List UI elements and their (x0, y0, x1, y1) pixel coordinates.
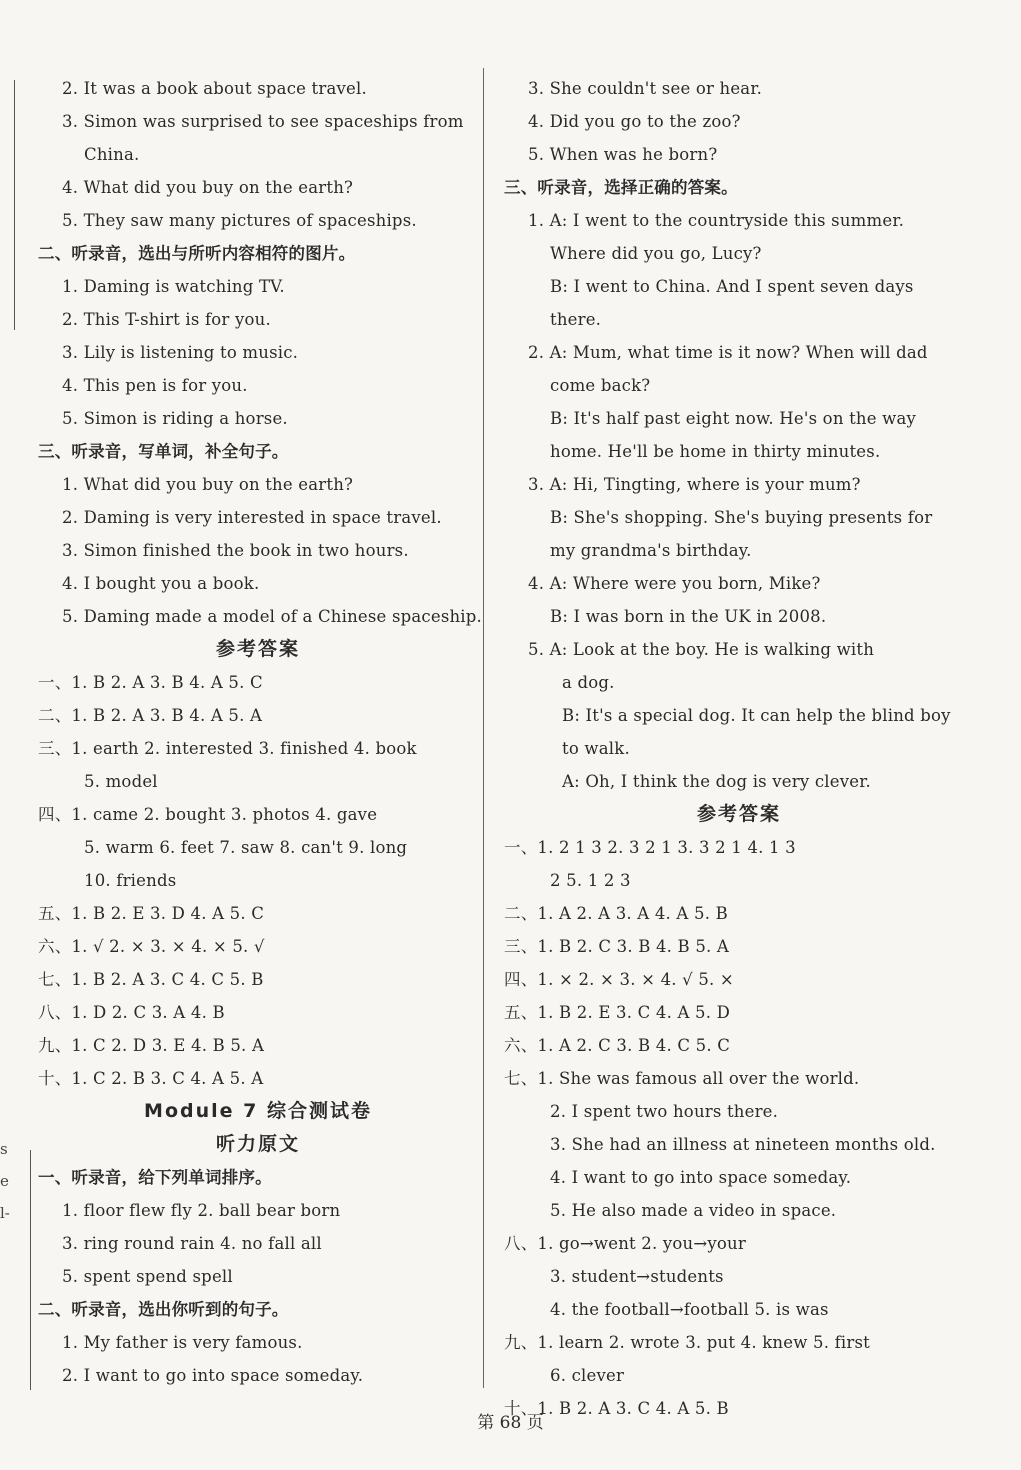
text-line: 2. I spent two hours there. (550, 1102, 779, 1121)
section-title: 参考答案 (696, 803, 781, 825)
text-line: 3. She had an illness at nineteen months old. (550, 1135, 936, 1154)
text-line: 5. When was he born? (528, 145, 718, 164)
left-column (38, 72, 482, 1392)
text-line: 2. It was a book about space travel. (62, 79, 367, 98)
text-line: 一、1. B 2. A 3. B 4. A 5. C (38, 673, 263, 692)
text-line: 六、1. A 2. C 3. B 4. C 5. C (504, 1036, 731, 1055)
text-line: 2. I want to go into space someday. (62, 1366, 364, 1385)
section-title: 听力原文 (215, 1133, 300, 1155)
text-line: 二、1. B 2. A 3. B 4. A 5. A (38, 706, 263, 725)
text-line: 5. spent spend spell (62, 1267, 233, 1286)
text-line: 4. A: Where were you born, Mike? (528, 574, 821, 593)
text-line: 4. I bought you a book. (62, 574, 260, 593)
text-line: 3. Simon finished the book in two hours. (62, 541, 409, 560)
text-line: come back? (550, 376, 651, 395)
text-line: 4. Did you go to the zoo? (528, 112, 741, 131)
section-heading: 一、听录音，给下列单词排序。 (38, 1168, 272, 1187)
text-line: 八、1. D 2. C 3. A 4. B (38, 1003, 225, 1022)
section-heading: 三、听录音，写单词，补全句子。 (38, 442, 289, 461)
text-line: 五、1. B 2. E 3. D 4. A 5. C (38, 904, 265, 923)
text-line: 二、1. A 2. A 3. A 4. A 5. B (504, 904, 728, 923)
text-line: 3. She couldn't see or hear. (528, 79, 763, 98)
text-line: 6. clever (550, 1366, 625, 1385)
text-line: 10. friends (84, 871, 177, 890)
text-line: 四、1. × 2. × 3. × 4. √ 5. × (504, 970, 734, 989)
text-line: 5. Simon is riding a horse. (62, 409, 288, 428)
text-line: 3. student→students (550, 1267, 724, 1286)
text-line: 1. A: I went to the countryside this summer. (528, 211, 905, 230)
text-line: 七、1. She was famous all over the world. (504, 1069, 860, 1088)
text-line: 4. What did you buy on the earth? (62, 178, 354, 197)
margin-mark-1: s (0, 1140, 8, 1158)
text-line: 2. Daming is very interested in space travel. (62, 508, 442, 527)
margin-mark-2: e (0, 1172, 9, 1190)
text-line: 5. A: Look at the boy. He is walking with (528, 640, 875, 659)
text-line: 1. Daming is watching TV. (62, 277, 285, 296)
text-line: 4. This pen is for you. (62, 376, 248, 395)
text-line: to walk. (562, 739, 630, 758)
text-line: 3. Lily is listening to music. (62, 343, 299, 362)
text-line: 六、1. √ 2. × 3. × 4. × 5. √ (38, 937, 265, 956)
text-line: 5. They saw many pictures of spaceships. (62, 211, 417, 230)
text-line: there. (550, 310, 602, 329)
text-line: 1. floor flew fly 2. ball bear born (62, 1201, 341, 1220)
section-title: 参考答案 (215, 638, 300, 660)
text-line: home. He'll be home in thirty minutes. (550, 442, 881, 461)
text-line: B: I was born in the UK in 2008. (550, 607, 827, 626)
text-line: 七、1. B 2. A 3. C 4. C 5. B (38, 970, 264, 989)
text-line: 4. I want to go into space someday. (550, 1168, 852, 1187)
text-line: a dog. (562, 673, 615, 692)
text-line: 4. the football→football 5. is was (550, 1300, 829, 1319)
text-line: 5. Daming made a model of a Chinese spaceship. (62, 607, 482, 626)
text-line: 3. ring round rain 4. no fall all (62, 1234, 322, 1253)
text-line: B: It's a special dog. It can help the blind boy (562, 706, 951, 725)
left-edge-line-lower (30, 1150, 31, 1390)
margin-mark-3: l- (0, 1204, 10, 1222)
right-column (504, 72, 974, 1425)
text-line: 1. What did you buy on the earth? (62, 475, 354, 494)
text-line: China. (84, 145, 140, 164)
text-line: 5. warm 6. feet 7. saw 8. can't 9. long (84, 838, 408, 857)
text-line: 2. A: Mum, what time is it now? When will dad (528, 343, 928, 362)
text-line: 3. Simon was surprised to see spaceships from (62, 112, 464, 131)
text-line: B: It's half past eight now. He's on the way (550, 409, 917, 428)
section-heading: 三、听录音，选择正确的答案。 (504, 178, 738, 197)
text-line: Where did you go, Lucy? (550, 244, 762, 263)
left-edge-line (14, 80, 15, 330)
text-line: 一、1. 2 1 3 2. 3 2 1 3. 3 2 1 4. 1 3 (504, 838, 796, 857)
section-title: Module 7 综合测试卷 (144, 1100, 372, 1122)
text-line: 九、1. learn 2. wrote 3. put 4. knew 5. first (504, 1333, 870, 1352)
text-line: my grandma's birthday. (550, 541, 752, 560)
text-line: 2. This T-shirt is for you. (62, 310, 271, 329)
text-line: 十、1. B 2. A 3. C 4. A 5. B (504, 1399, 729, 1418)
text-line: 2 5. 1 2 3 (550, 871, 631, 890)
text-line: B: She's shopping. She's buying presents for (550, 508, 933, 527)
text-line: 3. A: Hi, Tingting, where is your mum? (528, 475, 861, 494)
text-line: A: Oh, I think the dog is very clever. (562, 772, 871, 791)
text-line: 三、1. B 2. C 3. B 4. B 5. A (504, 937, 730, 956)
text-line: 四、1. came 2. bought 3. photos 4. gave (38, 805, 378, 824)
text-line: 九、1. C 2. D 3. E 4. B 5. A (38, 1036, 265, 1055)
page-number: 第 68 页 (477, 1413, 544, 1433)
column-divider (483, 68, 484, 1388)
text-line: 五、1. B 2. E 3. C 4. A 5. D (504, 1003, 731, 1022)
text-line: 三、1. earth 2. interested 3. finished 4. book (38, 739, 417, 758)
text-line: 十、1. C 2. B 3. C 4. A 5. A (38, 1069, 264, 1088)
text-line: 5. He also made a video in space. (550, 1201, 837, 1220)
text-line: 八、1. go→went 2. you→your (504, 1234, 746, 1253)
text-line: B: I went to China. And I spent seven days (550, 277, 914, 296)
section-heading: 二、听录音，选出你听到的句子。 (38, 1300, 289, 1319)
section-heading: 二、听录音，选出与所听内容相符的图片。 (38, 244, 356, 263)
text-line: 1. My father is very famous. (62, 1333, 303, 1352)
text-line: 5. model (84, 772, 158, 791)
